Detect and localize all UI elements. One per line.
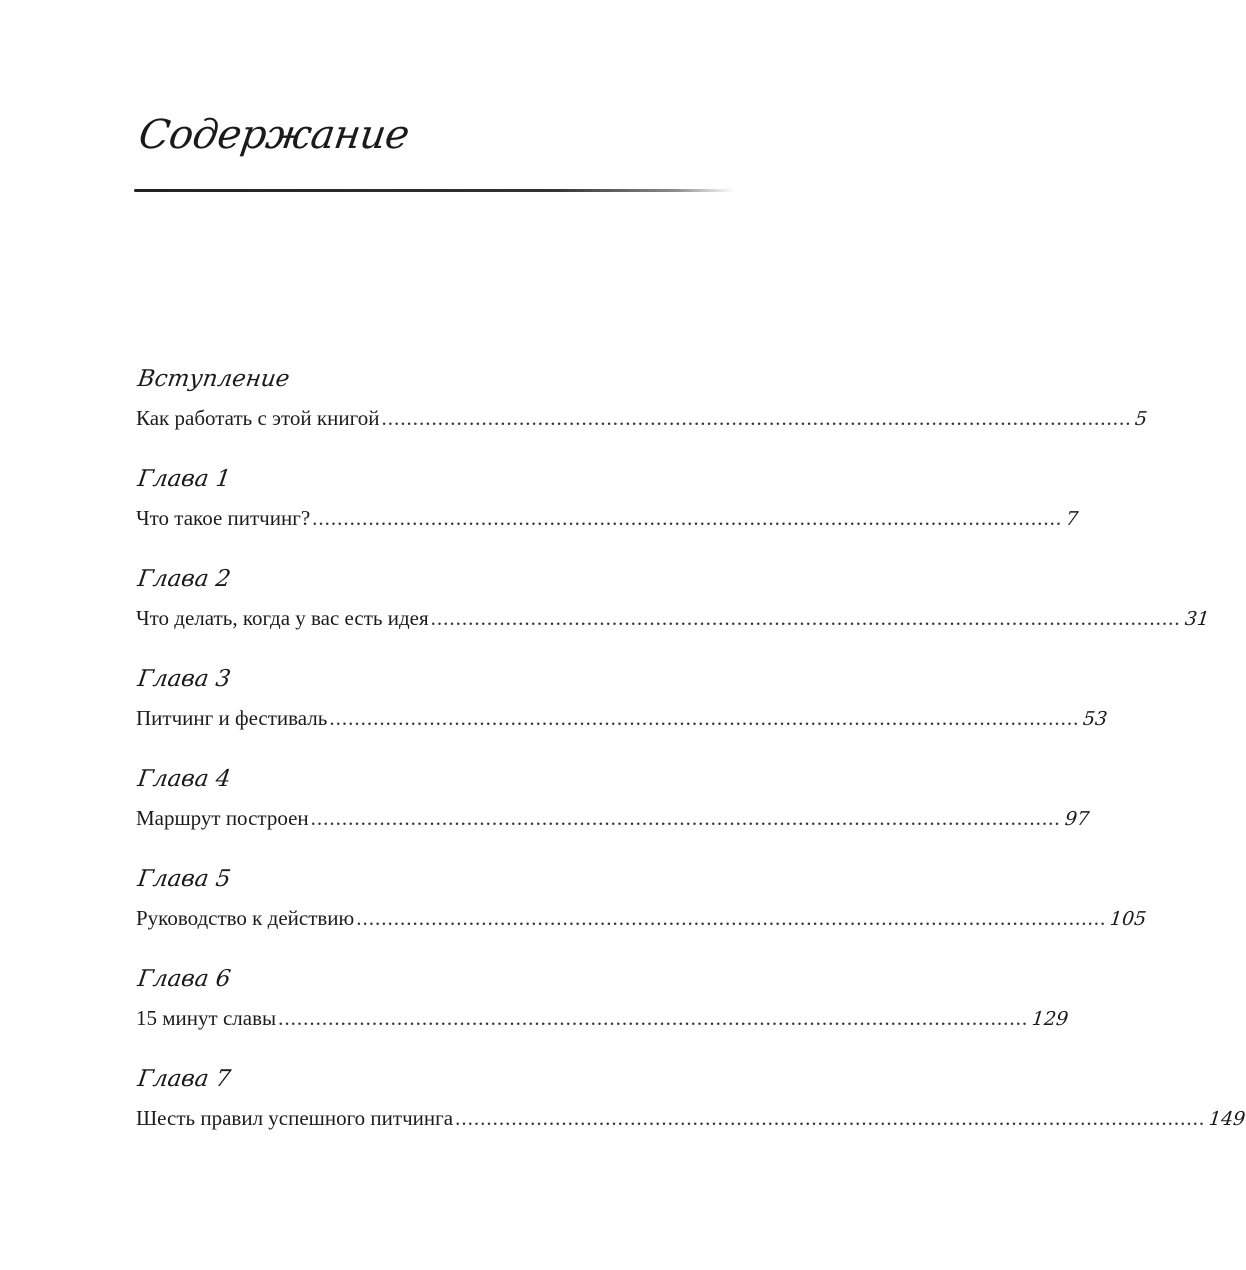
toc-page-number: 53 (1082, 708, 1109, 730)
toc-entry-line[interactable] (136, 1106, 1246, 1131)
toc-entry-title: Маршрут построен (136, 806, 309, 830)
toc-page-number: 5 (1134, 408, 1149, 430)
chapter-label: Глава 7 (136, 1066, 233, 1092)
chapter-label: Глава 6 (136, 966, 233, 992)
toc-page-number: 31 (1183, 608, 1210, 630)
dot-leader: ........................................................................................................................ (278, 1006, 1029, 1030)
toc-page-number: 129 (1030, 1008, 1070, 1030)
toc-page-number: 7 (1065, 508, 1080, 530)
dot-leader: ........................................................................................................................ (455, 1106, 1206, 1130)
toc-entry (136, 366, 1149, 446)
chapter-label: Глава 1 (136, 466, 233, 492)
toc-entry (136, 766, 1090, 846)
chapter-label: Глава 2 (136, 566, 233, 592)
toc-entry-line[interactable] (136, 806, 1090, 831)
toc-entry-title: Руководство к действию (136, 906, 355, 930)
dot-leader: ........................................................................................................................ (430, 606, 1181, 630)
toc-page-number: 105 (1109, 908, 1148, 930)
chapter-label: Глава 4 (136, 766, 233, 792)
toc-entry (136, 466, 1080, 546)
toc-entry-title: Шесть правил успешного питчинга (136, 1106, 454, 1130)
toc-entry-line[interactable] (136, 706, 1109, 731)
dot-leader: ........................................................................................................................ (381, 406, 1132, 430)
toc-entry-title: 15 минут славы (136, 1006, 277, 1030)
chapter-label: Вступление (136, 366, 292, 392)
dot-leader: ........................................................................................................................ (312, 506, 1063, 530)
toc-entry-title: Что делать, когда у вас есть идея (136, 606, 429, 630)
chapter-label: Глава 3 (136, 666, 233, 692)
toc-entry-line[interactable] (136, 1006, 1070, 1031)
toc-entry-line[interactable] (136, 906, 1148, 931)
chapter-label: Глава 5 (136, 866, 233, 892)
title-underline (134, 189, 734, 192)
toc-entry-title: Что такое питчинг? (136, 506, 311, 530)
page-title: Содержание (136, 112, 412, 158)
toc-entry (136, 966, 1070, 1046)
toc-entry (136, 666, 1109, 746)
toc-page-number: 97 (1063, 808, 1090, 830)
toc-page-number: 149 (1207, 1108, 1246, 1130)
dot-leader: ........................................................................................................................ (310, 806, 1061, 830)
toc-entry-title: Питчинг и фестиваль (136, 706, 328, 730)
toc-entry (136, 566, 1210, 646)
toc-entry-line[interactable] (136, 606, 1210, 631)
dot-leader: ........................................................................................................................ (356, 906, 1107, 930)
toc-entry-line[interactable] (136, 506, 1080, 531)
toc-entry-title: Как работать с этой книгой (136, 406, 380, 430)
toc-entry (136, 866, 1148, 946)
toc-entry-line[interactable] (136, 406, 1149, 431)
dot-leader: ........................................................................................................................ (329, 706, 1080, 730)
toc-entry (136, 1066, 1246, 1146)
